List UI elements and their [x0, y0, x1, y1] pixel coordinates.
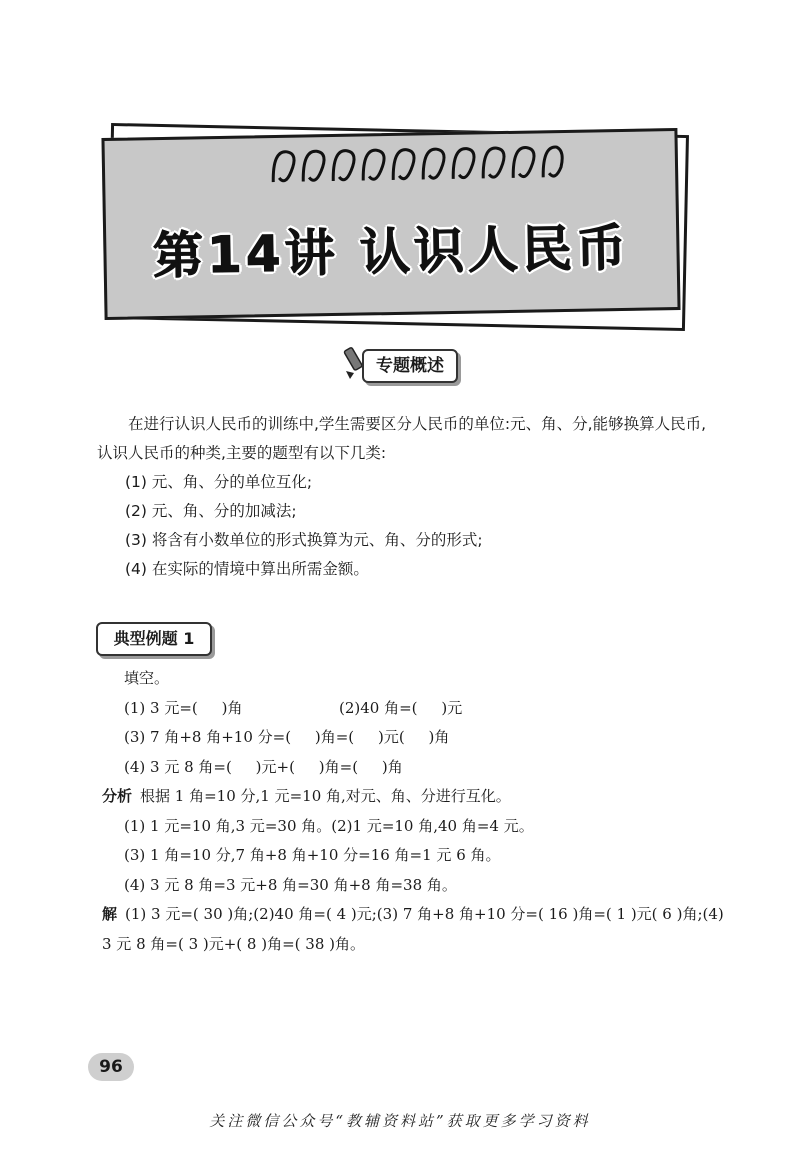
question-4: (4) 3 元 8 角=( )元+( )角=( )角: [124, 757, 403, 776]
chapter-title: 第14讲 认识人民币: [152, 218, 631, 286]
chapter-banner: [95, 115, 695, 330]
page-number: 96: [88, 1053, 134, 1081]
spiral-rings-icon: [265, 137, 566, 202]
analysis-line: [102, 782, 724, 812]
example-heading: 典型例题 1: [96, 622, 212, 656]
overview-item: (2) 元、角、分的加减法;: [125, 502, 297, 520]
footer-note: 关注微信公众号“教辅资料站”获取更多学习资料: [209, 1112, 591, 1130]
analysis-step: (1) 1 元=10 角,3 元=30 角。(2)1 元=10 角,40 角=4 元。: [124, 816, 534, 835]
question-1: (1) 3 元=( )角: [124, 698, 243, 717]
example-prompt: 填空。: [124, 669, 170, 687]
question-2: (2)40 角=( )元: [339, 698, 463, 717]
solution-label: 解: [102, 905, 118, 923]
analysis-step: (3) 1 角=10 分,7 角+8 角+10 分=16 角=1 元 6 角。: [124, 846, 501, 864]
overview-item: (1) 元、角、分的单位互化;: [125, 473, 313, 491]
example-body: [102, 664, 724, 959]
analysis-step: (4) 3 元 8 角=3 元+8 角=30 角+8 角=38 角。: [124, 875, 457, 894]
question-3: (3) 7 角+8 角+10 分=( )角=( )元( )角: [124, 728, 450, 746]
overview-heading: 专题概述: [362, 349, 458, 383]
solution-text: (1) 3 元=( 30 )角;(2)40 角=( 4 )元;(3) 7 角+8 角+10 分=( 16 )角=( 1 )元( 6 )角;(4) 3 元 8 角=( 3 )元+( 8 )角=( 38 )角。: [102, 905, 724, 953]
analysis-label: 分析: [102, 787, 133, 805]
solution-line: [102, 900, 724, 959]
overview-body: [97, 410, 717, 584]
question-row-1: [124, 694, 724, 724]
overview-paragraph: 在进行认识人民币的训练中,学生需要区分人民币的单位:元、角、分,能够换算人民币,认识人民币的种类,主要的题型有以下几类:: [97, 415, 707, 462]
banner-card: [101, 128, 680, 320]
overview-item: (3) 将含有小数单位的形式换算为元、角、分的形式;: [125, 531, 483, 549]
analysis-text: 根据 1 角=10 分,1 元=10 角,对元、角、分进行互化。: [140, 787, 511, 805]
overview-item: (4) 在实际的情境中算出所需金额。: [125, 560, 369, 578]
